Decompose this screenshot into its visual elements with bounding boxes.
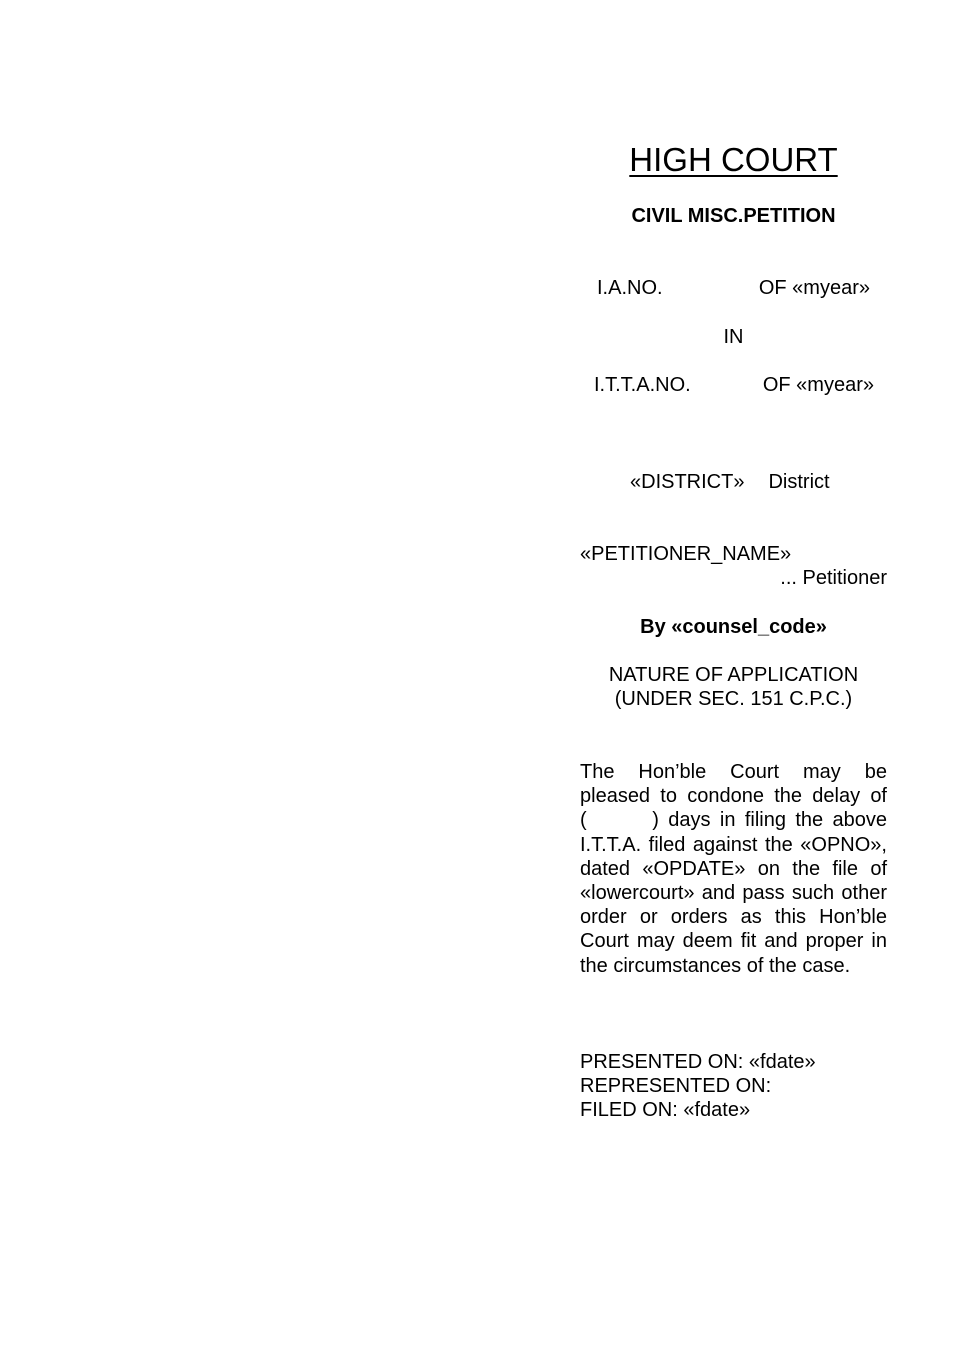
- itta-number-line: [580, 373, 887, 397]
- district-line: [630, 470, 887, 494]
- nature-section: (UNDER SEC. 151 C.P.C.): [614, 688, 853, 710]
- prayer-paragraph: The Hon’ble Court may be pleased to condone the delay of ( ) days in filing the above I.T.T.A. filed against the «OPNO», dated «OPDATE» on the file of «lowercourt» and pass such other order or orders as this Hon’ble Court may deem fit and proper in the circumstances of the case.: [580, 761, 887, 977]
- ia-number-line: [580, 276, 887, 300]
- filed-on: FILED ON: «fdate»: [580, 1099, 751, 1121]
- presented-on: PRESENTED ON: «fdate»: [580, 1051, 816, 1073]
- in-label: IN: [723, 326, 744, 348]
- represented-on: REPRESENTED ON:: [580, 1075, 772, 1097]
- petitioner-role: ... Petitioner: [780, 567, 887, 589]
- itta-year: OF «myear»: [762, 374, 874, 396]
- itta-label: I.T.T.A.NO.: [594, 374, 691, 396]
- ia-year: OF «myear»: [758, 277, 870, 299]
- district-suffix: District: [768, 471, 830, 493]
- docket-column: [580, 0, 887, 1357]
- ia-label: I.A.NO.: [597, 277, 663, 299]
- district-name: «DISTRICT»: [630, 471, 745, 493]
- counsel-line: By «counsel_code»: [640, 616, 827, 638]
- court-title: HIGH COURT: [629, 141, 838, 178]
- petition-type: CIVIL MISC.PETITION: [631, 205, 836, 227]
- petitioner-name: «PETITIONER_NAME»: [580, 543, 792, 565]
- nature-heading: NATURE OF APPLICATION: [608, 664, 859, 686]
